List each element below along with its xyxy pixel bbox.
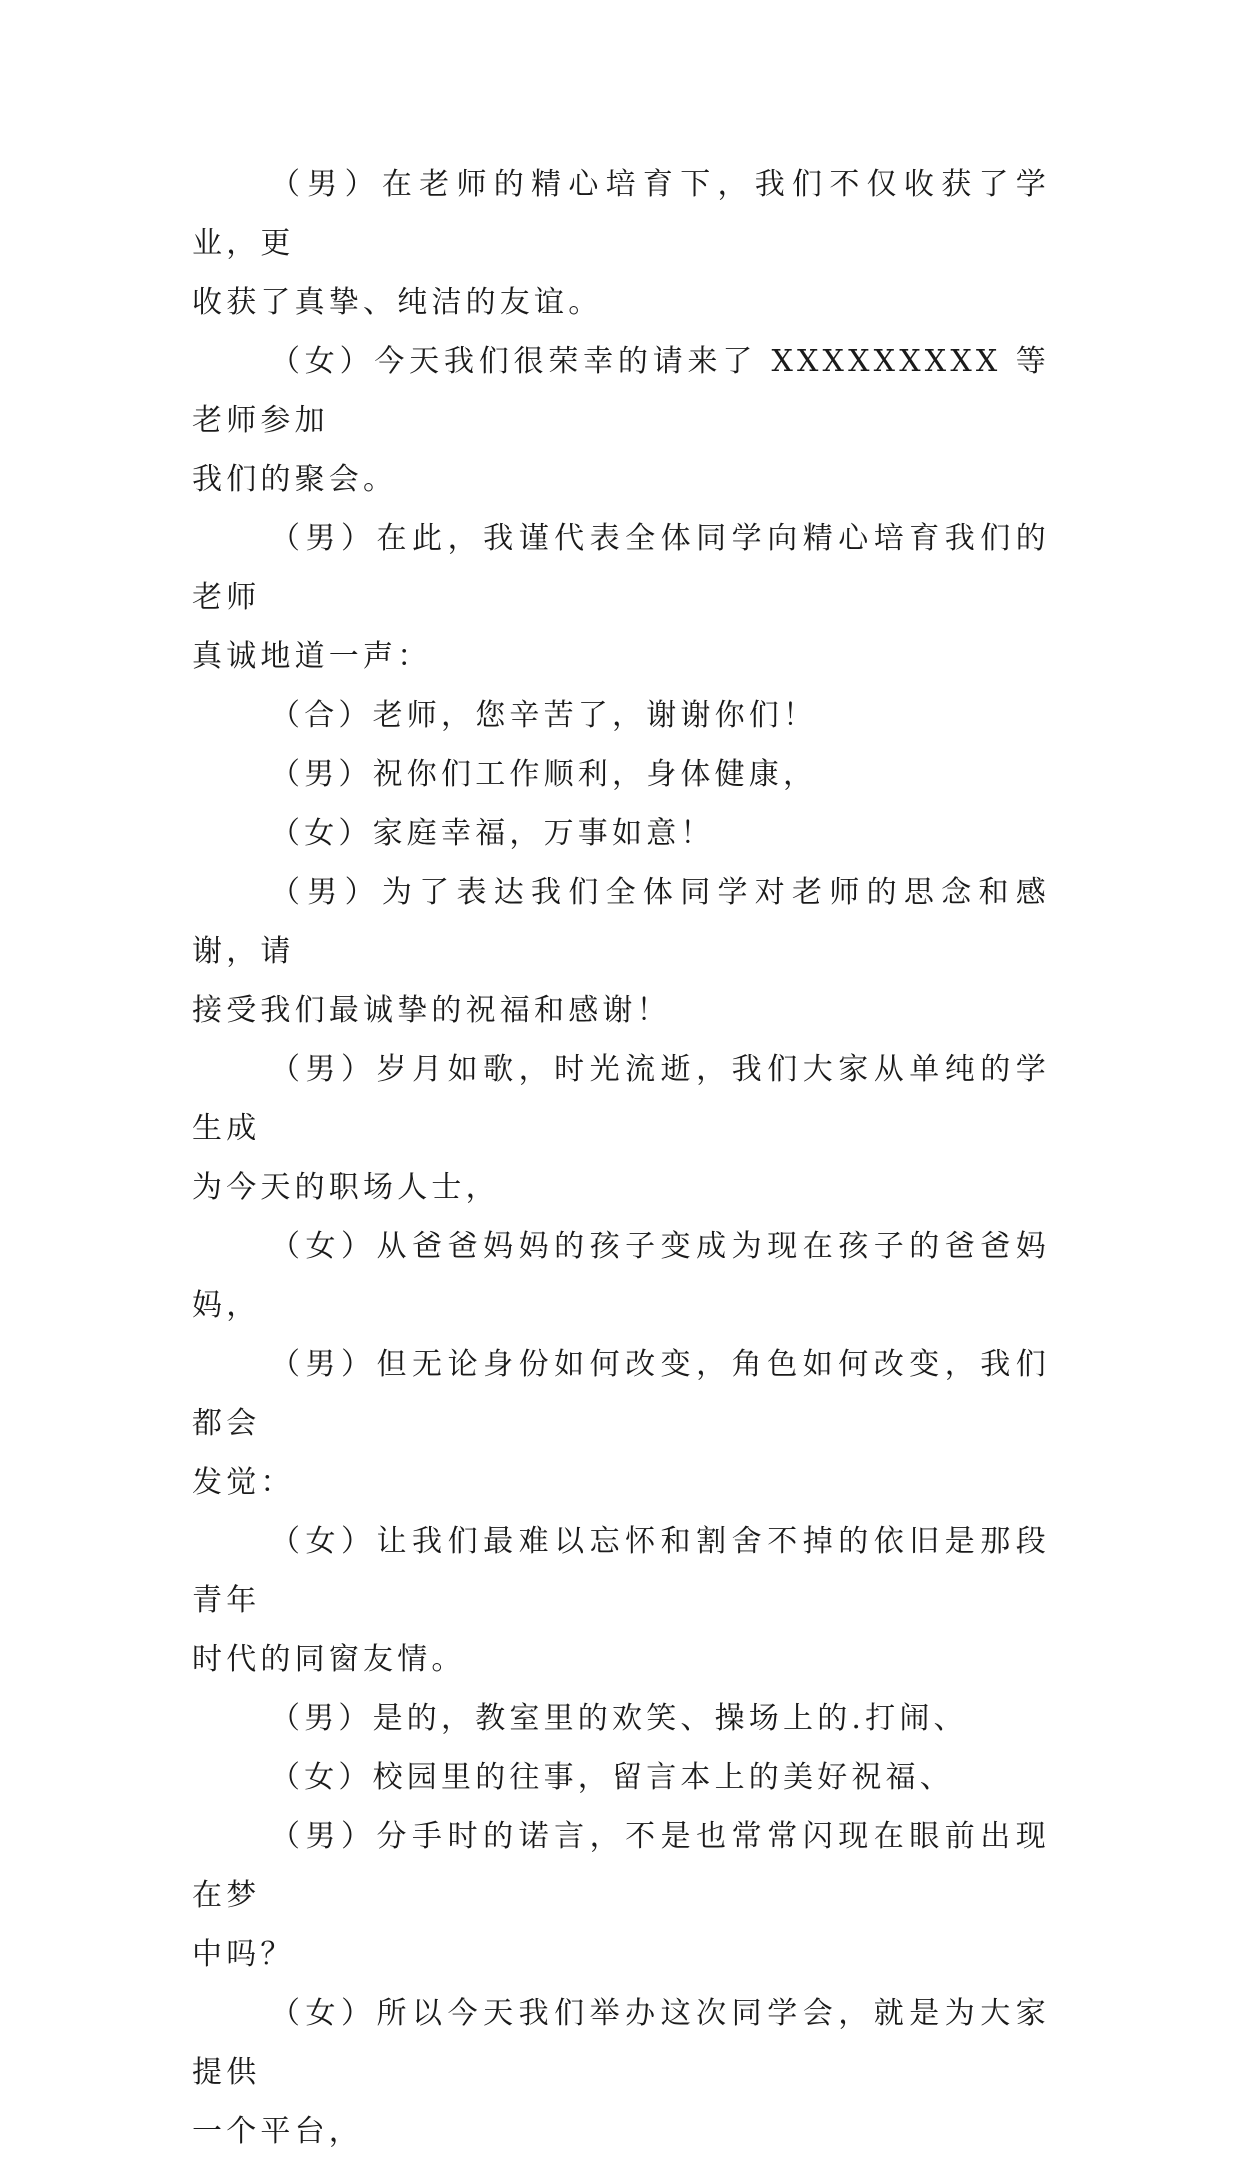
text-line: （男）是的，教室里的欢笑、操场上的.打闹、: [270, 1701, 968, 1736]
text-line: （男）祝你们工作顺利，身体健康，: [270, 757, 818, 792]
paragraph: [192, 1335, 1050, 1512]
paragraph: [192, 686, 1050, 745]
text-line: （女）家庭幸福，万事如意！: [270, 816, 715, 851]
paragraph: [192, 745, 1050, 804]
paragraph: [192, 1512, 1050, 1689]
paragraph: [192, 1689, 1050, 1748]
text-line: 为今天的职场人士，: [192, 1170, 500, 1205]
paragraph: [192, 804, 1050, 863]
document-body: [192, 155, 1050, 2161]
text-line: （男）分手时的诺言，不是也常常闪现在眼前出现在梦: [192, 1819, 1050, 1913]
paragraph: [192, 332, 1050, 509]
text-line: （女）所以今天我们举办这次同学会，就是为大家提供: [192, 1996, 1050, 2090]
paragraph: [192, 1807, 1050, 1984]
text-line: （合）老师，您辛苦了，谢谢你们！: [270, 698, 818, 733]
text-line: 我们的聚会。: [192, 462, 398, 497]
text-line: 收获了真挚、纯洁的友谊。: [192, 285, 603, 320]
paragraph: [192, 1748, 1050, 1807]
text-line: （女）从爸爸妈妈的孩子变成为现在孩子的爸爸妈妈，: [192, 1229, 1050, 1323]
text-line: （女）今天我们很荣幸的请来了 XXXXXXXXX 等老师参加: [192, 344, 1050, 438]
text-line: 中吗？: [192, 1937, 295, 1972]
text-line: （男）在此，我谨代表全体同学向精心培育我们的老师: [192, 521, 1050, 615]
text-line: 一个平台，: [192, 2114, 363, 2149]
text-line: 真诚地道一声：: [192, 639, 432, 674]
text-line: （男）为了表达我们全体同学对老师的思念和感谢，请: [192, 875, 1050, 969]
text-line: （女）让我们最难以忘怀和割舍不掉的依旧是那段青年: [192, 1524, 1050, 1618]
paragraph: [192, 1040, 1050, 1217]
paragraph: [192, 155, 1050, 332]
text-line: 发觉：: [192, 1465, 295, 1500]
text-line: 时代的同窗友情。: [192, 1642, 466, 1677]
text-line: 接受我们最诚挚的祝福和感谢！: [192, 993, 671, 1028]
paragraph: [192, 1984, 1050, 2161]
text-line: （女）校园里的往事，留言本上的美好祝福、: [270, 1760, 954, 1795]
text-line: （男）但无论身份如何改变，角色如何改变，我们都会: [192, 1347, 1050, 1441]
text-line: （男）岁月如歌，时光流逝，我们大家从单纯的学生成: [192, 1052, 1050, 1146]
paragraph: [192, 863, 1050, 1040]
paragraph: [192, 509, 1050, 686]
text-line: （男）在老师的精心培育下，我们不仅收获了学业，更: [192, 167, 1050, 261]
paragraph: [192, 1217, 1050, 1335]
